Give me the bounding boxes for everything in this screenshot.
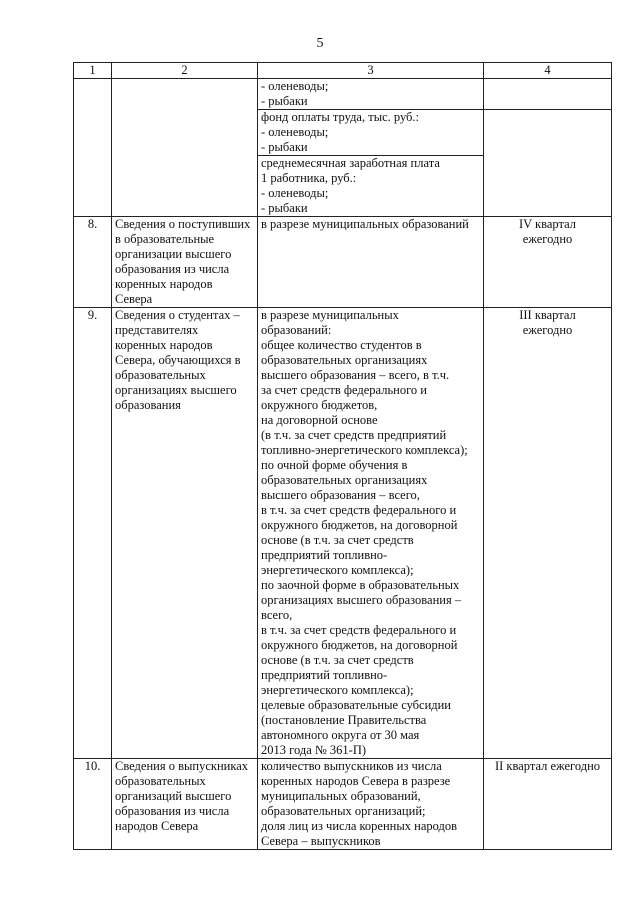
text-line: образовательных организаций;	[261, 804, 426, 818]
text-line: ежегодно	[522, 323, 573, 337]
cont-num-cell	[74, 79, 112, 217]
text-line: образования из числа	[115, 804, 230, 818]
row-name-cell	[112, 308, 258, 759]
text-line: коренных народов	[115, 338, 213, 352]
text-line: автономного округа от 30 мая	[261, 728, 420, 742]
text-line: (в т.ч. за счет средств предприятий	[261, 428, 447, 442]
cont-details-cell-2	[258, 110, 484, 156]
row-name-cell	[112, 217, 258, 308]
row-details-cell	[258, 759, 484, 850]
row-details-cell	[258, 308, 484, 759]
text-line: в разрезе муниципальных образований	[261, 217, 469, 231]
table-header-row	[74, 63, 612, 79]
text-line: муниципальных образований,	[261, 789, 421, 803]
cont-name-cell	[112, 79, 258, 217]
text-line: предприятий топливно-	[261, 668, 388, 682]
text-line: 2013 года № 361-П)	[261, 743, 367, 757]
text-line: образований:	[261, 323, 332, 337]
text-line: за счет средств федерального и	[261, 383, 427, 397]
text-line: в разрезе муниципальных	[261, 308, 399, 322]
text-line: - рыбаки	[261, 201, 308, 215]
text-line: по заочной форме в образовательных	[261, 578, 460, 592]
text-line: в образовательные	[115, 232, 215, 246]
header-cell-3: 3	[258, 63, 484, 79]
text-line: (постановление Правительства	[261, 713, 427, 727]
row-number: 10.	[74, 759, 112, 850]
text-line: 1 работника, руб.:	[261, 171, 357, 185]
page-number: 5	[316, 36, 324, 51]
text-line: II квартал ежегодно	[494, 759, 601, 773]
text-line: энергетического комплекса);	[261, 683, 414, 697]
text-line: организации высшего	[115, 247, 232, 261]
header-cell-2: 2	[112, 63, 258, 79]
text-line: IV квартал	[518, 217, 577, 231]
text-line: фонд оплаты труда, тыс. руб.:	[261, 110, 420, 124]
text-line: Сведения о выпускниках	[115, 759, 249, 773]
text-line: - рыбаки	[261, 140, 308, 154]
text-line: - рыбаки	[261, 94, 308, 108]
text-line: в т.ч. за счет средств федерального и	[261, 503, 457, 517]
text-line: количество выпускников из числа	[261, 759, 442, 773]
text-line: организациях высшего	[115, 383, 237, 397]
row-name-cell	[112, 759, 258, 850]
text-line: высшего образования – всего,	[261, 488, 420, 502]
header-cell-4: 4	[484, 63, 612, 79]
text-line: образовательных	[115, 368, 206, 382]
text-line: - оленеводы;	[261, 186, 329, 200]
text-line: образования	[115, 398, 181, 412]
text-line: образовательных организациях	[261, 353, 428, 367]
text-line: - оленеводы;	[261, 125, 329, 139]
table-row-8	[74, 217, 612, 308]
text-line: высшего образования – всего, в т.ч.	[261, 368, 450, 382]
text-line: окружного бюджетов, на договорной	[261, 638, 458, 652]
row-period-cell	[484, 217, 612, 308]
text-line: среднемесячная заработная плата	[261, 156, 440, 170]
row-details-cell	[258, 217, 484, 308]
text-line: Севера, обучающихся в	[115, 353, 241, 367]
text-line: общее количество студентов в	[261, 338, 422, 352]
text-line: ежегодно	[522, 232, 573, 246]
continuation-row-1	[74, 79, 612, 110]
text-line: Сведения о студентах –	[115, 308, 240, 322]
text-line: в т.ч. за счет средств федерального и	[261, 623, 457, 637]
text-line: коренных народов	[115, 277, 213, 291]
row-period-cell	[484, 759, 612, 850]
text-line: представителях	[115, 323, 199, 337]
text-line: на договорной основе	[261, 413, 378, 427]
text-line: целевые образовательные субсидии	[261, 698, 451, 712]
cont-period-cell-2	[484, 110, 612, 217]
table-row-10	[74, 759, 612, 850]
text-line: по очной форме обучения в	[261, 458, 408, 472]
text-line: образовательных организациях	[261, 473, 428, 487]
text-line: - оленеводы;	[261, 79, 329, 93]
data-table	[73, 62, 612, 850]
text-line: Севера	[115, 292, 153, 306]
text-line: окружного бюджетов, на договорной	[261, 518, 458, 532]
cont-details-cell-3	[258, 156, 484, 217]
text-line: окружного бюджетов,	[261, 398, 378, 412]
text-line: доля лиц из числа коренных народов	[261, 819, 458, 833]
text-line: образовательных	[115, 774, 206, 788]
cont-details-cell-1	[258, 79, 484, 110]
text-line: всего,	[261, 608, 293, 622]
text-line: III квартал	[519, 308, 576, 322]
text-line: основе (в т.ч. за счет средств	[261, 533, 414, 547]
row-number: 9.	[74, 308, 112, 759]
text-line: организациях высшего образования –	[261, 593, 462, 607]
text-line: организаций высшего	[115, 789, 232, 803]
text-line: образования из числа	[115, 262, 230, 276]
text-line: Севера – выпускников	[261, 834, 381, 848]
text-line: топливно-энергетического комплекса);	[261, 443, 468, 457]
table-row-9	[74, 308, 612, 759]
text-line: энергетического комплекса);	[261, 563, 414, 577]
text-line: основе (в т.ч. за счет средств	[261, 653, 414, 667]
text-line: коренных народов Севера в разрезе	[261, 774, 451, 788]
row-period-cell	[484, 308, 612, 759]
cont-period-cell-1	[484, 79, 612, 110]
text-line: народов Севера	[115, 819, 199, 833]
text-line: предприятий топливно-	[261, 548, 388, 562]
header-cell-1: 1	[74, 63, 112, 79]
row-number: 8.	[74, 217, 112, 308]
text-line: Сведения о поступивших	[115, 217, 251, 231]
